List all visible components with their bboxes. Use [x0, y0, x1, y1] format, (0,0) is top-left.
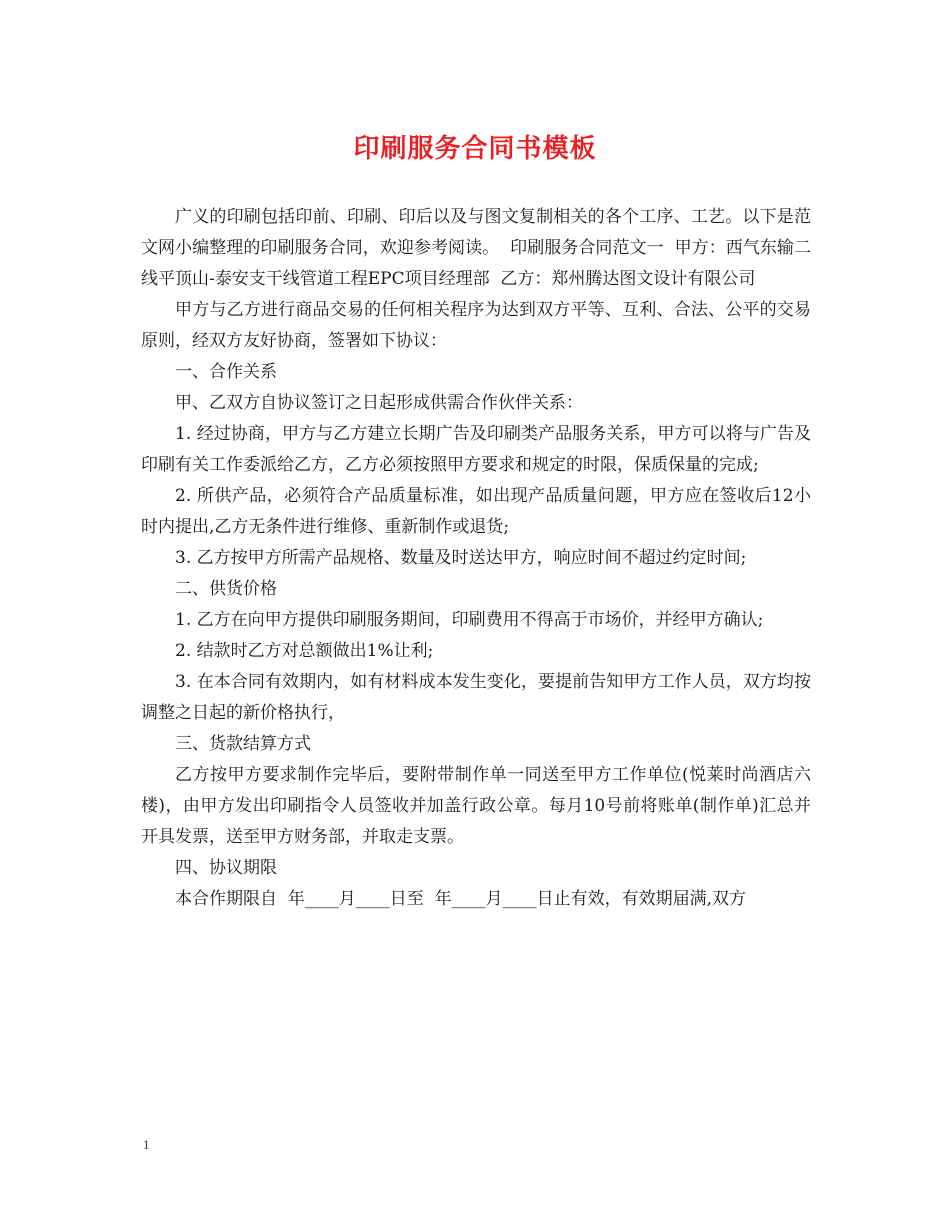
clause-2-2: 2. 结款时乙方对总额做出1%让利;	[175, 641, 434, 661]
section-heading-price: 二、供货价格	[175, 579, 277, 599]
section-heading-settlement: 三、货款结算方式	[175, 734, 311, 754]
paragraph-partnership: 甲、乙双方自协议签订之日起形成供需合作伙伴关系：	[175, 393, 583, 413]
page-number: 1	[143, 1137, 150, 1152]
clause-1-1: 1. 经过协商，甲方与乙方建立长期广告及印刷类产品服务关系，甲方可以将与广告及印刷有关工作委派给乙方，乙方必须按照甲方要求和规定的时限，保质保量的完成;	[141, 424, 811, 475]
paragraph-term: 本合作期限自 年____月____日至 年____月____日止有效，有效期届满,双方	[175, 889, 747, 909]
document-title: 印刷服务合同书模板	[353, 134, 597, 164]
paragraph-principles: 甲方与乙方进行商品交易的任何相关程序为达到双方平等、互利、合法、公平的交易原则，经双方友好协商，签署如下协议：	[141, 300, 811, 351]
clause-1-3: 3. 乙方按甲方所需产品规格、数量及时送达甲方，响应时间不超过约定时间;	[175, 548, 747, 568]
section-heading-cooperation: 一、合作关系	[175, 362, 277, 382]
document-body	[141, 202, 811, 915]
paragraph-settlement: 乙方按甲方要求制作完毕后，要附带制作单一同送至甲方工作单位(悦莱时尚酒店六楼)，由甲方发出印刷指令人员签收并加盖行政公章。每月10号前将账单(制作单)汇总并开具发票，送至甲方财务部，并取走支票。	[141, 765, 811, 847]
section-heading-term: 四、协议期限	[175, 858, 277, 878]
paragraph-intro: 广义的印刷包括印前、印刷、印后以及与图文复制相关的各个工序、工艺。以下是范文网小编整理的印刷服务合同，欢迎参考阅读。 印刷服务合同范文一 甲方：西气东输二线平顶山-泰安支干线管道工程EPC项目经理部 乙方：郑州腾达图文设计有限公司	[141, 207, 811, 289]
clause-1-2: 2. 所供产品，必须符合产品质量标准，如出现产品质量问题，甲方应在签收后12小时内提出,乙方无条件进行维修、重新制作或退货;	[141, 486, 811, 537]
clause-2-1: 1. 乙方在向甲方提供印刷服务期间，印刷费用不得高于市场价，并经甲方确认;	[175, 610, 764, 630]
clause-2-3: 3. 在本合同有效期内，如有材料成本发生变化，要提前告知甲方工作人员，双方均按调整之日起的新价格执行，	[141, 672, 811, 723]
